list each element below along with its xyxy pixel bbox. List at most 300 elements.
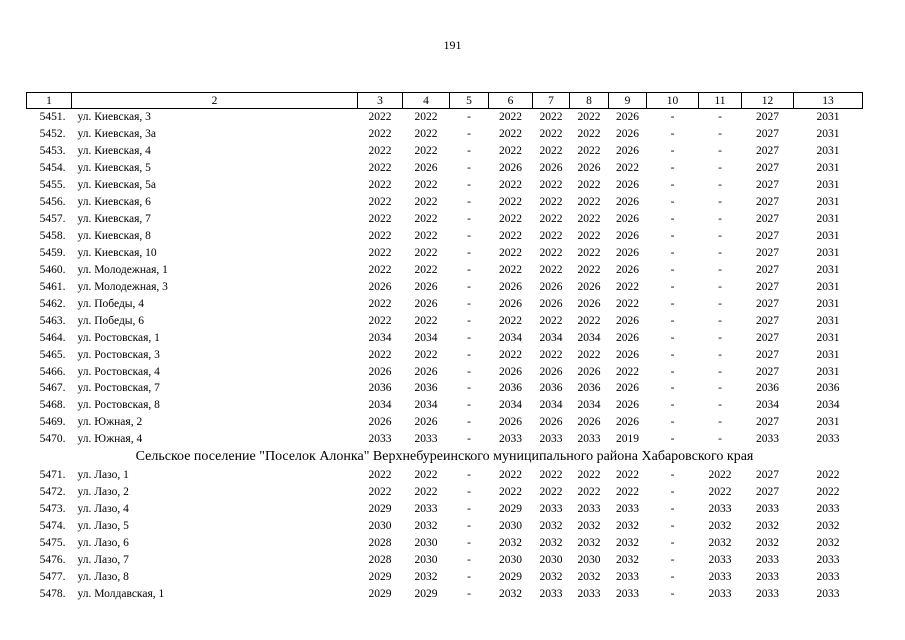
column-header: 8 — [570, 93, 609, 109]
value-cell-col-7: 2036 — [539, 382, 563, 395]
value-cell-col-4: 2022 — [414, 263, 438, 276]
value-cell-col-12: 2027 — [756, 297, 779, 310]
value-cell-col-12: 2027 — [756, 331, 779, 344]
value-cell-col-13: 2033 — [816, 570, 840, 583]
value-cell-col-4: 2030 — [414, 553, 438, 566]
value-cell-col-10: - — [670, 179, 675, 192]
value-cell-col-11: - — [718, 433, 722, 446]
value-cell-col-3: 2022 — [368, 263, 392, 276]
row-number: 5455. — [39, 179, 66, 192]
value-cell-col-10: - — [670, 399, 675, 412]
column-header: 7 — [533, 93, 570, 109]
address-cell: ул. Ростовская, 7 — [77, 382, 160, 395]
value-cell-col-7: 2032 — [539, 570, 563, 583]
table-row — [27, 295, 863, 312]
value-cell-col-10: - — [670, 111, 675, 124]
value-cell-col-8: 2033 — [577, 587, 601, 600]
value-cell-col-4: 2030 — [414, 536, 438, 549]
value-cell-col-7: 2034 — [539, 331, 563, 344]
value-cell-col-9: 2026 — [616, 196, 639, 209]
value-cell-col-10: - — [670, 196, 675, 209]
value-cell-col-13: 2031 — [816, 331, 840, 344]
value-cell-col-11: - — [718, 213, 722, 226]
value-cell-col-7: 2022 — [539, 179, 563, 192]
value-cell-col-7: 2026 — [539, 365, 563, 378]
value-cell-col-10: - — [670, 128, 675, 141]
value-cell-col-9: 2033 — [616, 587, 639, 600]
address-cell: ул. Южная, 4 — [77, 433, 143, 446]
table-row — [27, 467, 863, 484]
value-cell-col-10: - — [670, 486, 675, 499]
value-cell-col-4: 2033 — [414, 503, 438, 516]
value-cell-col-13: 2033 — [816, 503, 840, 516]
column-header: 11 — [699, 93, 742, 109]
value-cell-col-9: 2026 — [616, 314, 639, 327]
value-cell-col-13: 2034 — [816, 399, 840, 412]
value-cell-col-9: 2026 — [616, 246, 639, 259]
address-cell: ул. Лазо, 1 — [77, 469, 129, 482]
value-cell-col-6: 2022 — [499, 128, 522, 141]
address-cell: ул. Киевская, 3 — [77, 111, 151, 124]
value-cell-col-4: 2022 — [414, 246, 438, 259]
table-row — [27, 312, 863, 329]
value-cell-col-6: 2026 — [499, 297, 522, 310]
value-cell-col-9: 2022 — [616, 486, 639, 499]
row-number: 5456. — [39, 196, 66, 209]
value-cell-col-12: 2034 — [756, 399, 779, 412]
value-cell-col-6: 2022 — [499, 246, 522, 259]
value-cell-col-3: 2033 — [368, 433, 392, 446]
value-cell-col-12: 2027 — [756, 263, 779, 276]
address-cell: ул. Лазо, 8 — [77, 570, 129, 583]
value-cell-col-7: 2022 — [539, 196, 563, 209]
value-cell-col-6: 2022 — [499, 213, 522, 226]
value-cell-col-10: - — [670, 297, 675, 310]
value-cell-col-7: 2033 — [539, 503, 563, 516]
value-cell-col-3: 2022 — [368, 297, 392, 310]
value-cell-col-7: 2026 — [539, 162, 563, 175]
value-cell-col-12: 2027 — [756, 365, 779, 378]
value-cell-col-8: 2026 — [577, 280, 601, 293]
value-cell-col-5: - — [467, 503, 471, 516]
value-cell-col-9: 2026 — [616, 331, 639, 344]
value-cell-col-8: 2034 — [577, 399, 601, 412]
value-cell-col-8: 2032 — [577, 520, 601, 533]
address-cell: ул. Киевская, 5 — [77, 162, 151, 175]
value-cell-col-9: 2026 — [616, 416, 639, 429]
row-number: 5462. — [39, 297, 66, 310]
value-cell-col-7: 2034 — [539, 399, 563, 412]
value-cell-col-3: 2029 — [368, 570, 392, 583]
value-cell-col-8: 2026 — [577, 297, 601, 310]
address-cell: ул. Лазо, 6 — [77, 536, 129, 549]
value-cell-col-6: 2029 — [499, 503, 522, 516]
value-cell-col-11: - — [718, 246, 722, 259]
address-cell: ул. Молодежная, 1 — [77, 263, 168, 276]
value-cell-col-13: 2036 — [816, 382, 840, 395]
table-row — [27, 535, 863, 552]
address-cell: ул. Молдавская, 1 — [77, 587, 165, 600]
row-number: 5457. — [39, 213, 66, 226]
value-cell-col-11: 2033 — [708, 553, 732, 566]
value-cell-col-13: 2031 — [816, 314, 840, 327]
value-cell-col-3: 2022 — [368, 486, 392, 499]
value-cell-col-12: 2027 — [756, 196, 779, 209]
address-cell: ул. Ростовская, 1 — [77, 331, 160, 344]
value-cell-col-5: - — [467, 399, 471, 412]
row-number: 5468. — [39, 399, 66, 412]
value-cell-col-11: - — [718, 399, 722, 412]
value-cell-col-3: 2034 — [368, 331, 392, 344]
value-cell-col-4: 2026 — [414, 280, 438, 293]
value-cell-col-3: 2036 — [368, 382, 392, 395]
value-cell-col-11: - — [718, 416, 722, 429]
value-cell-col-6: 2032 — [499, 587, 522, 600]
value-cell-col-4: 2022 — [414, 111, 438, 124]
address-cell: ул. Ростовская, 4 — [77, 365, 160, 378]
value-cell-col-10: - — [670, 246, 675, 259]
value-cell-col-6: 2026 — [499, 416, 522, 429]
row-number: 5463. — [39, 314, 66, 327]
value-cell-col-5: - — [467, 348, 471, 361]
value-cell-col-4: 2022 — [414, 348, 438, 361]
value-cell-col-12: 2027 — [756, 314, 779, 327]
value-cell-col-7: 2022 — [539, 213, 563, 226]
value-cell-col-3: 2029 — [368, 587, 392, 600]
value-cell-col-13: 2031 — [816, 297, 840, 310]
value-cell-col-6: 2029 — [499, 570, 522, 583]
row-number: 5472. — [39, 486, 66, 499]
value-cell-col-3: 2022 — [368, 196, 392, 209]
value-cell-col-11: 2032 — [708, 520, 732, 533]
row-number: 5469. — [39, 416, 66, 429]
value-cell-col-10: - — [670, 469, 675, 482]
value-cell-col-9: 2026 — [616, 263, 639, 276]
value-cell-col-7: 2026 — [539, 280, 563, 293]
value-cell-col-8: 2022 — [577, 263, 601, 276]
value-cell-col-11: 2022 — [708, 486, 732, 499]
section-body — [27, 448, 863, 467]
table-row — [27, 245, 863, 262]
table-row — [27, 431, 863, 448]
value-cell-col-8: 2022 — [577, 314, 601, 327]
value-cell-col-11: - — [718, 297, 722, 310]
value-cell-col-4: 2026 — [414, 365, 438, 378]
value-cell-col-10: - — [670, 145, 675, 158]
row-number: 5458. — [39, 230, 66, 243]
row-number: 5451. — [39, 111, 66, 124]
value-cell-col-10: - — [670, 433, 675, 446]
value-cell-col-10: - — [670, 570, 675, 583]
column-header: 1 — [27, 93, 72, 109]
page-number: 191 — [443, 38, 462, 52]
address-cell: ул. Победы, 6 — [77, 314, 145, 327]
value-cell-col-5: - — [467, 196, 471, 209]
table-body-alonka — [27, 467, 863, 603]
value-cell-col-13: 2022 — [816, 469, 840, 482]
value-cell-col-8: 2022 — [577, 179, 601, 192]
value-cell-col-9: 2026 — [616, 399, 639, 412]
value-cell-col-6: 2033 — [499, 433, 522, 446]
column-header: 3 — [358, 93, 403, 109]
value-cell-col-8: 2036 — [577, 382, 601, 395]
table-row — [27, 585, 863, 602]
value-cell-col-5: - — [467, 587, 471, 600]
value-cell-col-8: 2022 — [577, 196, 601, 209]
value-cell-col-3: 2034 — [368, 399, 392, 412]
value-cell-col-4: 2022 — [414, 314, 438, 327]
value-cell-col-3: 2026 — [368, 280, 392, 293]
value-cell-col-10: - — [670, 331, 675, 344]
value-cell-col-9: 2022 — [616, 297, 639, 310]
value-cell-col-13: 2032 — [816, 536, 840, 549]
table-body-kievskaya — [27, 109, 863, 448]
value-cell-col-10: - — [670, 162, 675, 175]
table-row — [27, 380, 863, 397]
row-number: 5454. — [39, 162, 66, 175]
column-header: 12 — [742, 93, 794, 109]
schedule-table-wrap — [26, 92, 862, 602]
table-row — [27, 278, 863, 295]
value-cell-col-8: 2034 — [577, 331, 601, 344]
value-cell-col-9: 2026 — [616, 111, 639, 124]
value-cell-col-8: 2022 — [577, 348, 601, 361]
value-cell-col-5: - — [467, 128, 471, 141]
value-cell-col-8: 2022 — [577, 213, 601, 226]
value-cell-col-8: 2022 — [577, 486, 601, 499]
value-cell-col-9: 2019 — [616, 433, 639, 446]
value-cell-col-13: 2031 — [816, 280, 840, 293]
value-cell-col-10: - — [670, 382, 675, 395]
value-cell-col-4: 2036 — [414, 382, 438, 395]
address-cell: ул. Киевская, 4 — [77, 145, 151, 158]
value-cell-col-5: - — [467, 246, 471, 259]
header-row — [27, 93, 863, 109]
value-cell-col-9: 2026 — [616, 145, 639, 158]
value-cell-col-4: 2022 — [414, 128, 438, 141]
value-cell-col-8: 2026 — [577, 365, 601, 378]
value-cell-col-12: 2027 — [756, 111, 779, 124]
value-cell-col-13: 2031 — [816, 348, 840, 361]
value-cell-col-9: 2032 — [616, 553, 639, 566]
value-cell-col-13: 2031 — [816, 111, 840, 124]
address-cell: ул. Киевская, 3а — [77, 128, 157, 141]
value-cell-col-3: 2022 — [368, 128, 392, 141]
value-cell-col-7: 2022 — [539, 314, 563, 327]
row-number: 5473. — [39, 503, 66, 516]
value-cell-col-9: 2032 — [616, 520, 639, 533]
value-cell-col-11: 2033 — [708, 570, 732, 583]
value-cell-col-11: - — [718, 111, 722, 124]
value-cell-col-12: 2032 — [756, 520, 779, 533]
value-cell-col-9: 2022 — [616, 280, 639, 293]
value-cell-col-5: - — [467, 536, 471, 549]
table-row — [27, 261, 863, 278]
value-cell-col-6: 2022 — [499, 469, 522, 482]
table-row — [27, 397, 863, 414]
value-cell-col-7: 2022 — [539, 230, 563, 243]
value-cell-col-3: 2022 — [368, 145, 392, 158]
value-cell-col-12: 2027 — [756, 280, 779, 293]
value-cell-col-12: 2027 — [756, 416, 779, 429]
table-row — [27, 194, 863, 211]
value-cell-col-5: - — [467, 162, 471, 175]
value-cell-col-5: - — [467, 263, 471, 276]
value-cell-col-4: 2032 — [414, 520, 438, 533]
value-cell-col-13: 2033 — [816, 433, 840, 446]
value-cell-col-9: 2022 — [616, 365, 639, 378]
value-cell-col-5: - — [467, 433, 471, 446]
value-cell-col-5: - — [467, 111, 471, 124]
table-row — [27, 551, 863, 568]
address-cell: ул. Лазо, 4 — [77, 503, 129, 516]
value-cell-col-7: 2022 — [539, 348, 563, 361]
table-row — [27, 346, 863, 363]
value-cell-col-3: 2022 — [368, 246, 392, 259]
value-cell-col-6: 2026 — [499, 365, 522, 378]
value-cell-col-10: - — [670, 416, 675, 429]
value-cell-col-9: 2026 — [616, 382, 639, 395]
value-cell-col-4: 2034 — [414, 399, 438, 412]
table-row — [27, 177, 863, 194]
value-cell-col-6: 2022 — [499, 179, 522, 192]
address-cell: ул. Молодежная, 3 — [77, 280, 168, 293]
value-cell-col-3: 2030 — [368, 520, 392, 533]
value-cell-col-5: - — [467, 179, 471, 192]
value-cell-col-4: 2026 — [414, 297, 438, 310]
value-cell-col-12: 2033 — [756, 570, 779, 583]
column-header: 5 — [450, 93, 489, 109]
value-cell-col-6: 2022 — [499, 486, 522, 499]
table-row — [27, 518, 863, 535]
value-cell-col-13: 2033 — [816, 553, 840, 566]
value-cell-col-12: 2027 — [756, 246, 779, 259]
value-cell-col-13: 2031 — [816, 179, 840, 192]
value-cell-col-8: 2026 — [577, 162, 601, 175]
value-cell-col-5: - — [467, 314, 471, 327]
value-cell-col-9: 2026 — [616, 128, 639, 141]
value-cell-col-4: 2022 — [414, 196, 438, 209]
row-number: 5452. — [39, 128, 66, 141]
value-cell-col-11: - — [718, 196, 722, 209]
value-cell-col-12: 2027 — [756, 348, 779, 361]
value-cell-col-11: 2033 — [708, 503, 732, 516]
value-cell-col-10: - — [670, 213, 675, 226]
value-cell-col-6: 2022 — [499, 263, 522, 276]
section-title: Сельское поселение "Поселок Алонка" Верхнебуреинского муниципального района Хабаровского края — [135, 449, 754, 465]
value-cell-col-12: 2032 — [756, 536, 779, 549]
address-cell: ул. Киевская, 7 — [77, 213, 151, 226]
address-cell: ул. Южная, 2 — [77, 416, 143, 429]
value-cell-col-6: 2022 — [499, 230, 522, 243]
value-cell-col-3: 2028 — [368, 536, 392, 549]
value-cell-col-6: 2032 — [499, 536, 522, 549]
value-cell-col-4: 2026 — [414, 162, 438, 175]
value-cell-col-11: - — [718, 314, 722, 327]
value-cell-col-3: 2022 — [368, 348, 392, 361]
row-number: 5476. — [39, 553, 66, 566]
value-cell-col-12: 2027 — [756, 230, 779, 243]
value-cell-col-6: 2034 — [499, 399, 522, 412]
table-row — [27, 211, 863, 228]
value-cell-col-11: - — [718, 145, 722, 158]
value-cell-col-12: 2033 — [756, 503, 779, 516]
value-cell-col-3: 2022 — [368, 162, 392, 175]
value-cell-col-4: 2029 — [414, 587, 438, 600]
value-cell-col-3: 2026 — [368, 365, 392, 378]
value-cell-col-3: 2029 — [368, 503, 392, 516]
value-cell-col-3: 2022 — [368, 179, 392, 192]
value-cell-col-13: 2022 — [816, 486, 840, 499]
value-cell-col-5: - — [467, 416, 471, 429]
row-number: 5471. — [39, 469, 66, 482]
value-cell-col-10: - — [670, 348, 675, 361]
table-row — [27, 160, 863, 177]
value-cell-col-11: - — [718, 263, 722, 276]
value-cell-col-5: - — [467, 570, 471, 583]
address-cell: ул. Ростовская, 8 — [77, 399, 160, 412]
address-cell: ул. Ростовская, 3 — [77, 348, 160, 361]
schedule-table — [26, 92, 863, 602]
table-row — [27, 568, 863, 585]
value-cell-col-9: 2032 — [616, 536, 639, 549]
value-cell-col-3: 2022 — [368, 230, 392, 243]
value-cell-col-4: 2022 — [414, 145, 438, 158]
table-row — [27, 414, 863, 431]
value-cell-col-6: 2030 — [499, 520, 522, 533]
column-header: 2 — [72, 93, 358, 109]
value-cell-col-7: 2022 — [539, 111, 563, 124]
value-cell-col-5: - — [467, 486, 471, 499]
value-cell-col-7: 2022 — [539, 263, 563, 276]
value-cell-col-9: 2026 — [616, 230, 639, 243]
address-cell: ул. Лазо, 5 — [77, 520, 129, 533]
value-cell-col-12: 2027 — [756, 213, 779, 226]
table-row — [27, 228, 863, 245]
table-row — [27, 501, 863, 518]
value-cell-col-4: 2034 — [414, 331, 438, 344]
value-cell-col-5: - — [467, 280, 471, 293]
row-number: 5475. — [39, 536, 66, 549]
value-cell-col-8: 2032 — [577, 536, 601, 549]
value-cell-col-8: 2022 — [577, 469, 601, 482]
section-row — [27, 448, 863, 467]
value-cell-col-7: 2033 — [539, 587, 563, 600]
row-number: 5467. — [39, 382, 66, 395]
value-cell-col-10: - — [670, 314, 675, 327]
value-cell-col-13: 2031 — [816, 162, 840, 175]
value-cell-col-12: 2033 — [756, 433, 779, 446]
address-cell: ул. Киевская, 5а — [77, 179, 157, 192]
value-cell-col-10: - — [670, 280, 675, 293]
value-cell-col-13: 2031 — [816, 196, 840, 209]
value-cell-col-13: 2033 — [816, 587, 840, 600]
row-number: 5453. — [39, 145, 66, 158]
value-cell-col-3: 2022 — [368, 213, 392, 226]
value-cell-col-7: 2033 — [539, 433, 563, 446]
value-cell-col-10: - — [670, 230, 675, 243]
column-header: 9 — [609, 93, 647, 109]
value-cell-col-7: 2022 — [539, 469, 563, 482]
value-cell-col-12: 2027 — [756, 145, 779, 158]
value-cell-col-11: - — [718, 365, 722, 378]
row-number: 5460. — [39, 263, 66, 276]
table-row — [27, 363, 863, 380]
value-cell-col-10: - — [670, 365, 675, 378]
address-cell: ул. Лазо, 2 — [77, 486, 129, 499]
value-cell-col-11: 2032 — [708, 536, 732, 549]
value-cell-col-11: - — [718, 331, 722, 344]
